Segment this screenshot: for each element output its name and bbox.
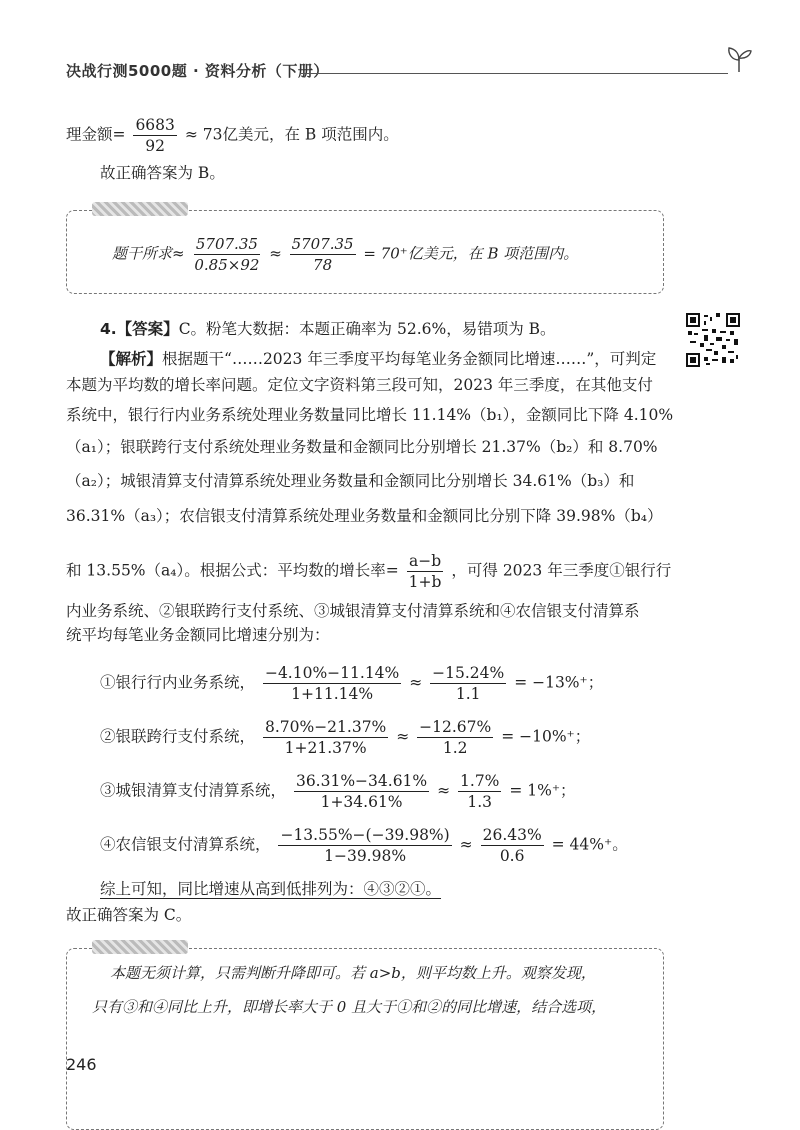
- fraction: $\frac{-13.55\%-(-39.98\%)}{1-39.98\%}$: [280, 826, 450, 865]
- answer-line: 4.【答案】C。粉笔大数据：本题正确率为 52.6%，易错项为 B。: [100, 320, 556, 338]
- fraction: $\frac{26.43\%}{0.6}$: [482, 826, 542, 865]
- calc-row-4: ④农信银支付清算系统， $\frac{-13.55\%-(-39.98\%)}{1-39.98\%}$ ≈ $\frac{26.43\%}{0.6}$ = 44%⁺。: [100, 826, 628, 865]
- fraction: $\frac{-15.24\%}{1.1}$: [432, 664, 505, 703]
- conclusion-line-2: 故正确答案为 C。: [66, 906, 192, 924]
- top-line-1: 理金额= $\frac{6683}{92}$ ≈ 73亿美元，在 B 项范围内。: [66, 116, 399, 155]
- fraction: $\frac{6683}{92}$: [135, 116, 175, 155]
- calc-row-2: ②银联跨行支付系统， $\frac{8.70\%-21.37\%}{1+21.37\%}$ ≈ $\frac{-12.67\%}{1.2}$ = −10%⁺；: [100, 718, 591, 757]
- tip-box-2-line-2: 只有③和④同比上升，即增长率大于 0 且大于①和②的同比增速，结合选项，: [92, 998, 607, 1016]
- tip-tag: [92, 940, 188, 954]
- page-number: 246: [66, 1055, 97, 1074]
- analysis-line-3: 系统中，银行行内业务系统处理业务数量同比增长 11.14%（b₁），金额同比下降 4.10%: [66, 406, 674, 424]
- fraction: $\frac{1.7\%}{1.3}$: [460, 772, 500, 811]
- analysis-line-8: 统平均每笔业务金额同比增速分别为：: [66, 626, 330, 644]
- analysis-line-1: 【解析】根据题干“……2023 年三季度平均每笔业务金额同比增速……”，可判定: [100, 350, 657, 368]
- analysis-line-5: （a₂）；城银清算支付清算系统处理业务数量和金额同比分别增长 34.61%（b₃）和: [66, 472, 635, 490]
- conclusion-line-1: 综上可知，同比增速从高到低排列为：④③②①。: [100, 880, 442, 898]
- calc-row-1: ①银行行内业务系统， $\frac{-4.10\%-11.14\%}{1+11.14\%}$ ≈ $\frac{-15.24\%}{1.1}$ = −13%⁺；: [100, 664, 604, 703]
- analysis-line-2: 本题为平均数的增长率问题。定位文字资料第三段可知，2023 年三季度，在其他支付: [66, 376, 653, 394]
- qr-code-icon: [686, 313, 740, 367]
- tip-box-2-line-1: 本题无须计算，只需判断升降即可。若 a>b，则平均数上升。观察发现，: [110, 964, 596, 982]
- fraction: $\frac{-12.67\%}{1.2}$: [419, 718, 492, 757]
- analysis-line-4: （a₁）；银联跨行支付系统处理业务数量和金额同比分别增长 21.37%（b₂）和 8.70%: [66, 438, 658, 456]
- analysis-line-6: 36.31%（a₃）；农信银支付清算系统处理业务数量和金额同比分别下降 39.98%（b₄）: [66, 507, 663, 525]
- calc-row-3: ③城银清算支付清算系统， $\frac{36.31\%-34.61\%}{1+34.61\%}$ ≈ $\frac{1.7\%}{1.3}$ = 1%⁺；: [100, 772, 576, 811]
- fraction: $\frac{-4.10\%-11.14\%}{1+11.14\%}$: [264, 664, 400, 703]
- fraction: $\frac{8.70\%-21.37\%}{1+21.37\%}$: [264, 718, 387, 757]
- fraction: $\frac{36.31\%-34.61\%}{1+34.61\%}$: [295, 772, 428, 811]
- tip-box-1-content: 题干所求≈ $\frac{5707.35}{0.85\times 92}$ ≈ $\frac{5707.35}{78}$ = 70⁺亿美元，在 B 项范围内。: [112, 235, 579, 274]
- running-header-title: 决战行测5000题 · 资料分析（下册）: [66, 62, 329, 80]
- analysis-line-7: 内业务系统、②银联跨行支付系统、③城银清算支付清算系统和④农信银支付清算系: [66, 602, 640, 620]
- fraction: $\frac{5707.35}{78}$: [291, 235, 354, 274]
- fraction: $\frac{5707.35}{0.85\times 92}$: [194, 235, 260, 274]
- fraction: $\frac{a-b}{1+b}$: [408, 552, 442, 591]
- tip-tag: [92, 202, 188, 216]
- analysis-formula-line: 和 13.55%（a₄）。根据公式：平均数的增长率= $\frac{a-b}{1+b}$ ，可得 2023 年三季度①银行行: [66, 552, 672, 591]
- top-line-2: 故正确答案为 B。: [100, 164, 225, 182]
- sprout-icon: [726, 44, 752, 78]
- header-rule: [300, 73, 728, 74]
